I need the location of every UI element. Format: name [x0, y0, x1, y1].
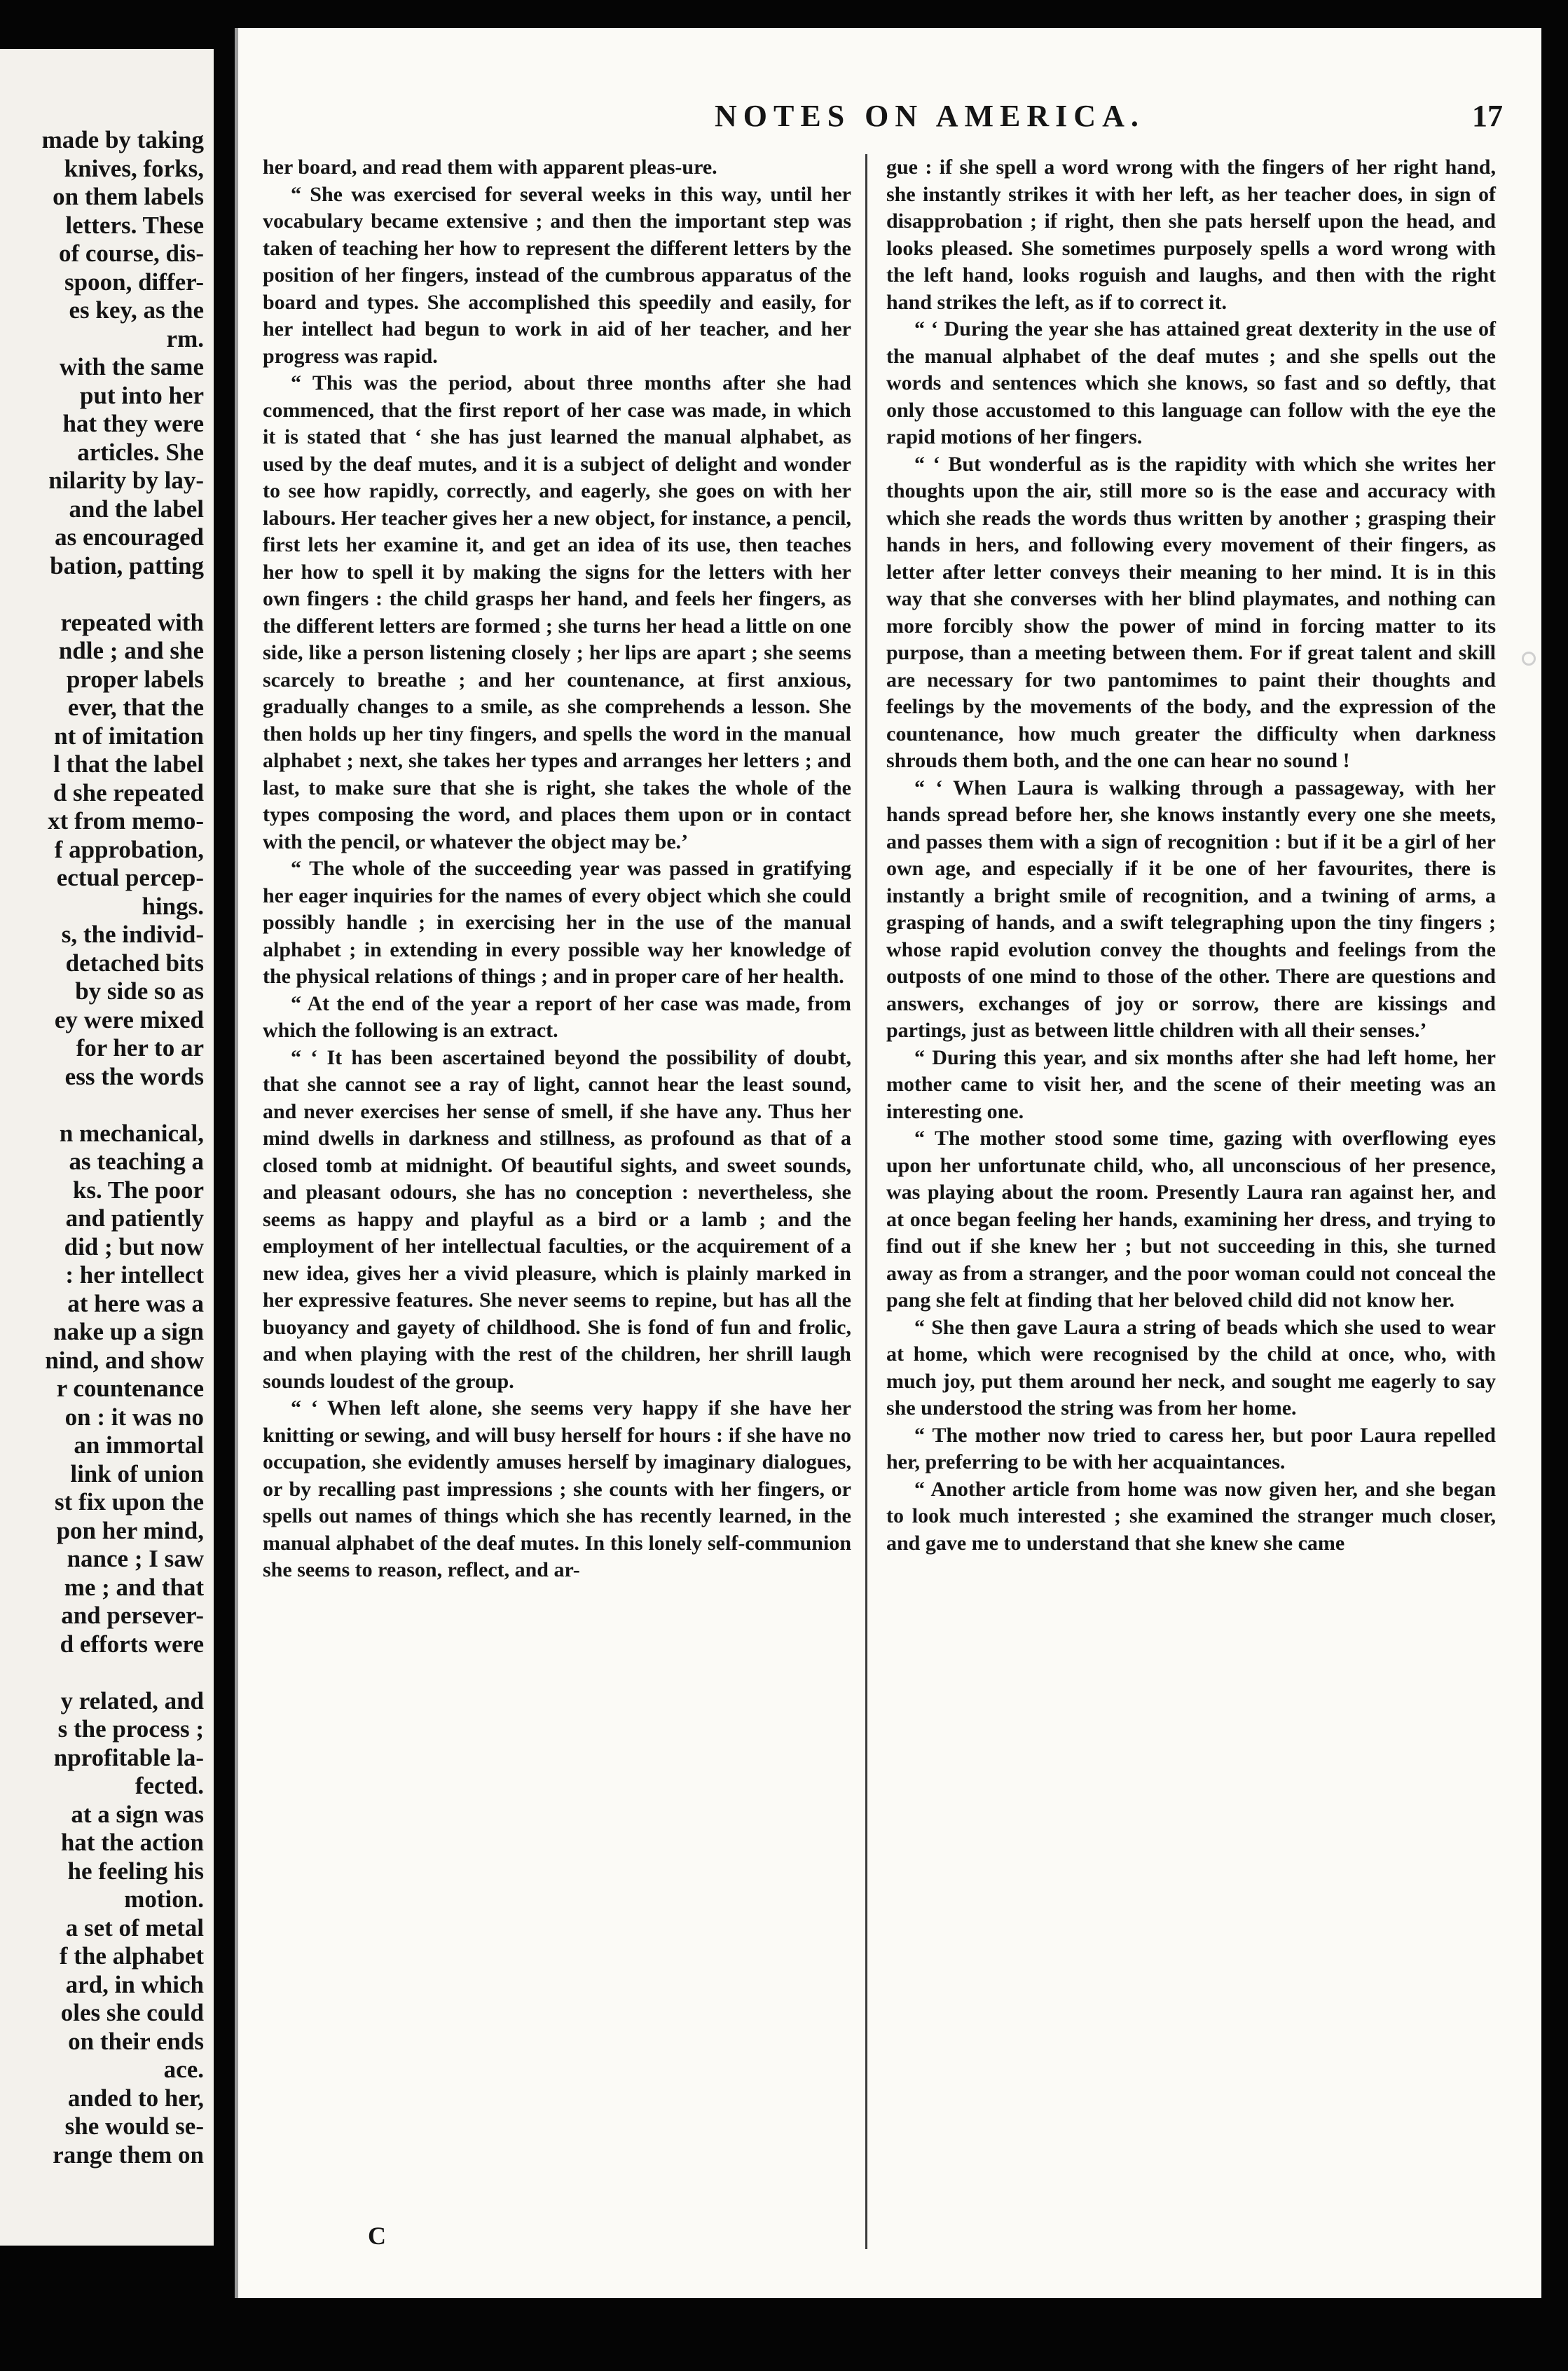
- facing-page-line: a set of metal: [65, 1913, 204, 1942]
- facing-page-line: detached bits: [65, 949, 204, 977]
- paragraph: “ ‘ When Laura is walking through a passageway, with her hands spread before her, she knows instantly every one she meets, and passes them with a sign of recognition : but if it be a girl of her own age, and especially if it be one of her favourites, there is instantly a bright smile of recognition, and a twining of arms, a grasping of hands, and a swift telegraphing upon the tiny fingers ; whose rapid evolution convey the thoughts and feelings from the outposts of one mind to those of the other. There are questions and answers, exchanges of joy or sorrow, there are kissings and partings, just as between little children with all their senses.’: [886, 776, 1496, 1042]
- facing-page-line: ace.: [163, 2056, 204, 2083]
- facing-page-line: xt from memo-: [48, 807, 204, 834]
- facing-page-line: nind, and show: [45, 1346, 204, 1374]
- facing-page-line: nilarity by lay-: [48, 467, 204, 494]
- paragraph: “ This was the period, about three months after she had commenced, that the first report of her case was made, in which it is stated that ‘ she has just learned the manual alphabet, as used by the deaf mutes, and it is a subject of delight and wonder to see how rapidly, correctly, and eagerly, she goes on with her labours. Her teacher gives her a new object, for instance, a pencil, first lets her examine it, and get an idea of its use, then teaches her how to spell it by making the signs for the letters with her own fingers : the child grasps her hand, and feels her fingers, as the different letters are formed ; she turns her head a little on one side, like a person listening closely ; her lips are apart ; she seems scarcely to breathe ; and her countenance, at first anxious, gradually changes to a smile, as she comprehends a lesson. She then holds up her tiny fingers, and spells the word in the manual alphabet ; next, she takes her types and arranges her letters ; and last, to make sure that she is right, she takes the whole of the types composing the word, and places them upon or in contact with the pencil, or whatever the object may be.’: [263, 371, 851, 853]
- facing-page-line: made by taking: [41, 126, 204, 153]
- facing-page-line: link of union: [70, 1459, 204, 1487]
- facing-page-line: letters. These: [65, 211, 204, 239]
- facing-page-line: for her to ar: [76, 1034, 204, 1061]
- facing-page-line: l that the label: [53, 750, 204, 778]
- facing-page-line: did ; but now: [64, 1232, 204, 1260]
- paragraph: “ The mother now tried to caress her, but poor Laura repelled her, preferring to be with her acquaintances.: [886, 1423, 1496, 1473]
- paragraph: “ At the end of the year a report of her case was made, from which the following is an extract.: [263, 991, 851, 1042]
- paragraph: “ ‘ It has been ascertained beyond the possibility of doubt, that she cannot see a ray of light, cannot hear the least sound, and never exercises her sense of smell, if she have any. Thus her mind dwells in darkness and stillness, as profound as that of a closed tomb at midnight. Of beautiful sights, and sweet sounds, and pleasant odours, she has no conception : nevertheless, she seems as happy and playful as a bird or a lamb ; and the employment of her intellectual faculties, or the acquirement of a new idea, gives her a vivid pleasure, which is plainly marked in her expressive features. She never seems to repine, but has all the buoyancy and gayety of childhood. She is fond of fun and frolic, and when playing with the rest of the children, her shrill laugh sounds loudest of the group.: [263, 1045, 851, 1393]
- facing-page-line: on them labels: [53, 183, 204, 210]
- paragraph: “ ‘ But wonderful as is the rapidity with which she writes her thoughts upon the air, still more so is the ease and accuracy with which she reads the words thus written by another ; grasping their hands in hers, and following every movement of their fingers, as letter after letter conveys their meaning to her mind. It is in this way that she converses with her blind playmates, and nothing can more forcibly show the power of mind in forcing matter to its purpose, than a meeting between them. For if great talent and skill are necessary for two pantomimes to paint their thoughts and feelings by the movements of the body, and the expression of the countenance, how much greater the difficulty when darkness shrouds them both, and the one can hear no sound !: [886, 452, 1496, 772]
- facing-page-line: bation, patting: [50, 551, 204, 579]
- paragraph: “ She then gave Laura a string of beads which she used to wear at home, which were recognised by the child at once, who, with much joy, put them around her neck, and sought me eagerly to say she understood the string was from her home.: [886, 1315, 1496, 1420]
- paragraph: “ ‘ When left alone, she seems very happy if she have her knitting or sewing, and will busy herself for hours : if she have no occupation, she evidently amuses herself by imaginary dialogues, or by recalling past impressions ; she counts with her fingers, or spells out names of things which she has recently learned, in the manual alphabet of the deaf mutes. In this lonely self-communion she seems to reason, reflect, and ar-: [263, 1396, 851, 1581]
- facing-page-line: range them on: [53, 2140, 204, 2169]
- facing-page-line: [42, 1091, 204, 1120]
- margin-ring-mark: [1522, 652, 1536, 666]
- facing-page-line: [42, 580, 204, 609]
- column-rule: [865, 154, 867, 2249]
- facing-page-line: me ; and that: [64, 1573, 204, 1601]
- running-head: [238, 98, 1541, 140]
- facing-page-line: s the process ;: [57, 1715, 204, 1743]
- running-title: NOTES ON AMERICA.: [715, 99, 1145, 133]
- facing-page-line: proper labels: [66, 665, 204, 693]
- facing-page-line: ess the words: [64, 1062, 204, 1090]
- facing-page-line: at here was a: [67, 1289, 204, 1317]
- facing-page-line: ever, that the: [67, 694, 204, 721]
- facing-page-line: as teaching a: [69, 1148, 204, 1175]
- facing-page-line: pon her mind,: [56, 1516, 204, 1544]
- facing-page-line: : her intellect: [65, 1261, 204, 1288]
- facing-page-line: as encouraged: [55, 523, 204, 551]
- book-page: [235, 28, 1541, 2298]
- text-column-right: [886, 154, 1496, 1557]
- facing-page-line: y related, and: [60, 1686, 204, 1714]
- facing-page-line: of course, dis-: [58, 240, 204, 267]
- facing-page-line: and patiently: [65, 1204, 204, 1232]
- facing-page-line: [42, 1658, 204, 1687]
- paragraph: “ Another article from home was now given her, and she began to look much interested ; she examined the stranger much closer, and gave me to understand that she knew she came: [886, 1477, 1496, 1555]
- facing-page-line: motion.: [124, 1885, 204, 1913]
- facing-page-line: hat they were: [62, 410, 204, 437]
- facing-page-line: f approbation,: [54, 835, 204, 863]
- text-column-left: [263, 154, 851, 1584]
- facing-page-line: oles she could: [60, 1999, 204, 2026]
- facing-page-line: ard, in which: [65, 1970, 204, 1998]
- facing-page-line: r countenance: [56, 1375, 204, 1402]
- facing-page-line: nake up a sign: [53, 1318, 204, 1345]
- page-number: 17: [1472, 99, 1503, 133]
- facing-page-line: nance ; I saw: [67, 1545, 204, 1572]
- facing-page-line: nprofitable la-: [53, 1743, 204, 1771]
- paragraph: her board, and read them with apparent pleas-ure.: [263, 156, 717, 179]
- signature-mark: C: [368, 2222, 386, 2250]
- paragraph: gue : if she spell a word wrong with the fingers of her right hand, she instantly strikes it with her left, as her teacher does, in sign of disapprobation ; if right, then she pats herself upon the head, and looks pleased. She sometimes purposely spells a word wrong with the left hand, looks roguish and laughs, and then with the right hand strikes the left, as if to correct it.: [886, 156, 1496, 314]
- facing-page-line: repeated with: [60, 608, 204, 636]
- facing-page-line: hings.: [142, 892, 204, 920]
- facing-page-line: hat the action: [60, 1829, 204, 1856]
- facing-page-line: ndle ; and she: [58, 637, 204, 664]
- facing-page-line: nt of imitation: [54, 722, 204, 750]
- paragraph: “ She was exercised for several weeks in this way, until her vocabulary became extensive ; and then the important step was taken of teaching her how to represent the different letters by the position of her fingers, instead of the cumbrous apparatus of the board and types. She accomplished this speedily and easily, for her intellect had begun to work in aid of her teacher, and her progress was rapid.: [263, 182, 851, 368]
- paragraph: “ ‘ During the year she has attained great dexterity in the use of the manual alphabet of the deaf mutes ; and she spells out the words and sentences which she knows, so fast and so deftly, that only those accustomed to this language can follow with the eye the rapid motions of her fingers.: [886, 317, 1496, 448]
- facing-page-line: on : it was no: [64, 1403, 204, 1431]
- facing-page-line: on their ends: [68, 2027, 204, 2055]
- facing-page-line: and the label: [69, 495, 204, 523]
- facing-page-line: by side so as: [75, 977, 204, 1005]
- facing-page-line: f the alphabet: [59, 1942, 204, 1970]
- paragraph: “ The mother stood some time, gazing with overflowing eyes upon her unfortunate child, who, all unconscious of her presence, was playing about the room. Presently Laura ran against her, and at once began feeling her hands, examining her dress, and trying to find out if she knew her ; but not succeeding in this, she turned away as from a stranger, and the poor woman could not conceal the pang she felt at finding that her beloved child did not know her.: [886, 1127, 1496, 1312]
- facing-page-fragment: [0, 49, 214, 2246]
- facing-page-line: d she repeated: [53, 778, 204, 806]
- facing-page-line: fected.: [135, 1772, 204, 1799]
- facing-page-line: d efforts were: [60, 1630, 204, 1658]
- facing-page-line: knives, forks,: [64, 154, 204, 182]
- facing-page-line: es key, as the: [69, 296, 204, 324]
- facing-page-line: anded to her,: [67, 2084, 204, 2112]
- paragraph: “ The whole of the succeeding year was passed in gratifying her eager inquiries for the names of every object which she could possibly handle ; in exercising her in the use of the manual alphabet ; in extending in every possible way her knowledge of the physical relations of things ; and in proper care of her health.: [263, 857, 851, 988]
- facing-page-line: she would se-: [64, 2112, 204, 2140]
- paragraph: “ During this year, and six months after she had left home, her mother came to visit her, and the scene of their meeting was an interesting one.: [886, 1045, 1496, 1123]
- facing-page-line: st fix upon the: [55, 1488, 204, 1516]
- facing-page-line: ey were mixed: [54, 1005, 204, 1033]
- facing-page-text: [42, 126, 204, 2169]
- facing-page-line: and persever-: [61, 1602, 204, 1629]
- facing-page-line: spoon, differ-: [64, 268, 204, 296]
- facing-page-line: at a sign was: [71, 1800, 204, 1828]
- facing-page-line: s, the individ-: [61, 921, 204, 948]
- facing-page-line: n mechanical,: [59, 1119, 204, 1147]
- facing-page-line: with the same: [59, 353, 204, 380]
- facing-page-line: ks. The poor: [72, 1176, 204, 1204]
- facing-page-line: articles. She: [77, 438, 204, 466]
- facing-page-line: put into her: [80, 381, 204, 409]
- facing-page-line: ectual percep-: [56, 864, 204, 891]
- facing-page-line: he feeling his: [67, 1857, 204, 1885]
- facing-page-line: an immortal: [74, 1431, 204, 1459]
- facing-page-line: rm.: [166, 324, 204, 352]
